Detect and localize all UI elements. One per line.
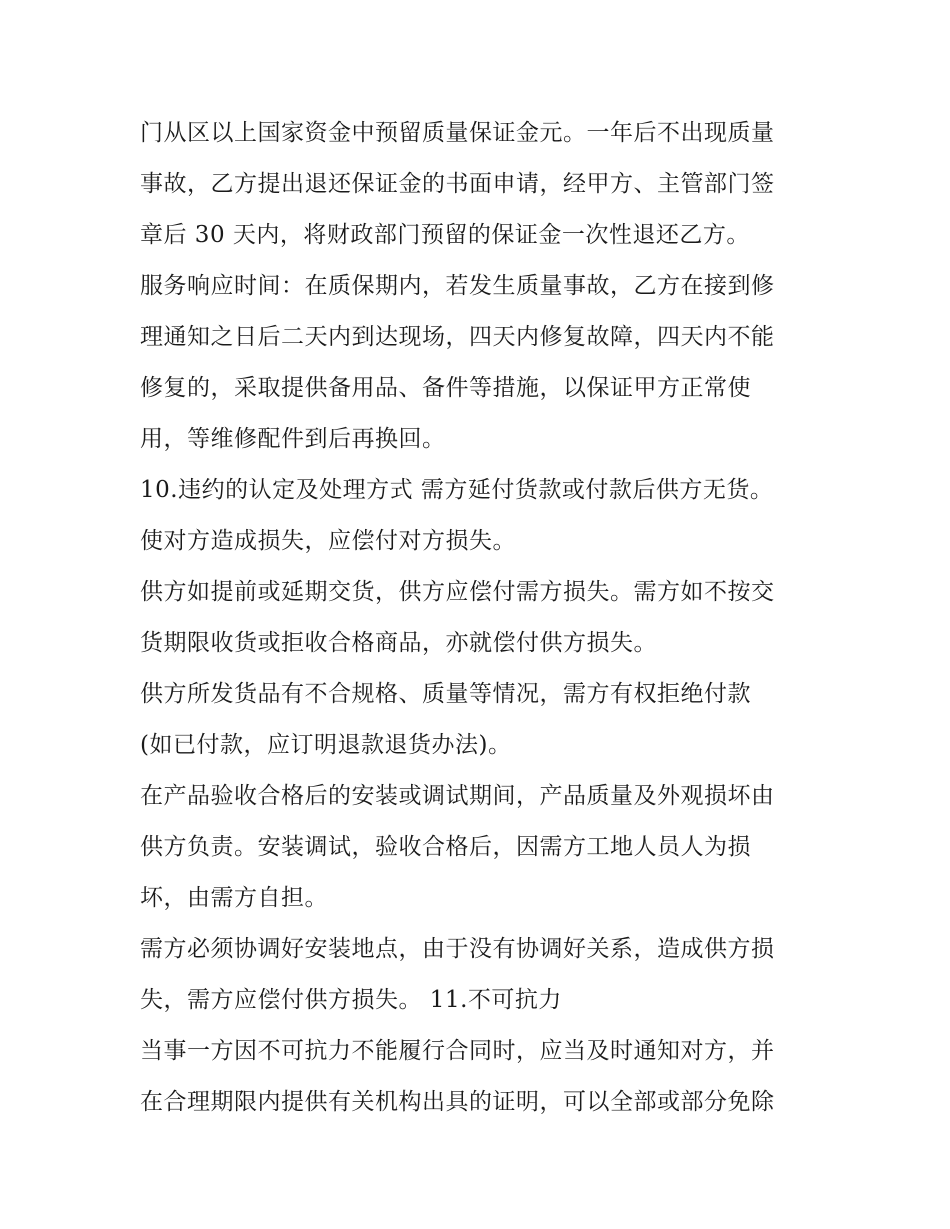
text-line: 使对方造成损失，应偿付对方损失。 [140,528,516,554]
text-line: 当事一方因不可抗力不能履行合同时，应当及时通知对方，并 [140,1038,775,1064]
text-line: 货期限收货或拒收合格商品，亦就偿付供方损失。 [140,630,657,656]
text-line: 门从区以上国家资金中预留质量保证金元。一年后不出现质量 [140,120,775,146]
text-line: 服务响应时间：在质保期内，若发生质量事故，乙方在接到修 [140,273,775,299]
text-line: 理通知之日后二天内到达现场，四天内修复故障，四天内不能 [140,324,775,350]
text-line: 坏，由需方自担。 [140,885,328,911]
text-line: 修复的，采取提供备用品、备件等措施，以保证甲方正常使 [140,375,751,401]
text-line: 用，等维修配件到后再换回。 [140,426,446,452]
text-line: 在产品验收合格后的安装或调试期间，产品质量及外观损坏由 [140,783,775,809]
text-line: 供方如提前或延期交货，供方应偿付需方损失。需方如不按交 [140,579,775,605]
text-line: 供方负责。安装调试，验收合格后，因需方工地人员人为损 [140,834,751,860]
text-line: 事故，乙方提出退还保证金的书面申请，经甲方、主管部门签 [140,171,775,197]
contract-body-text [140,108,820,1128]
text-line: 失，需方应偿付供方损失。 11.不可抗力 [140,987,562,1013]
text-line: 10.违约的认定及处理方式 需方延付货款或付款后供方无货。 [140,477,774,503]
text-line: 需方必须协调好安装地点，由于没有协调好关系，造成供方损 [140,936,775,962]
text-line: 在合理期限内提供有关机构出具的证明，可以全部或部分免除 [140,1089,775,1115]
text-line: 供方所发货品有不合规格、质量等情况，需方有权拒绝付款 [140,681,751,707]
text-line: 章后 30 天内，将财政部门预留的保证金一次性退还乙方。 [140,222,750,248]
text-line: (如已付款，应订明退款退货办法)。 [140,732,512,758]
